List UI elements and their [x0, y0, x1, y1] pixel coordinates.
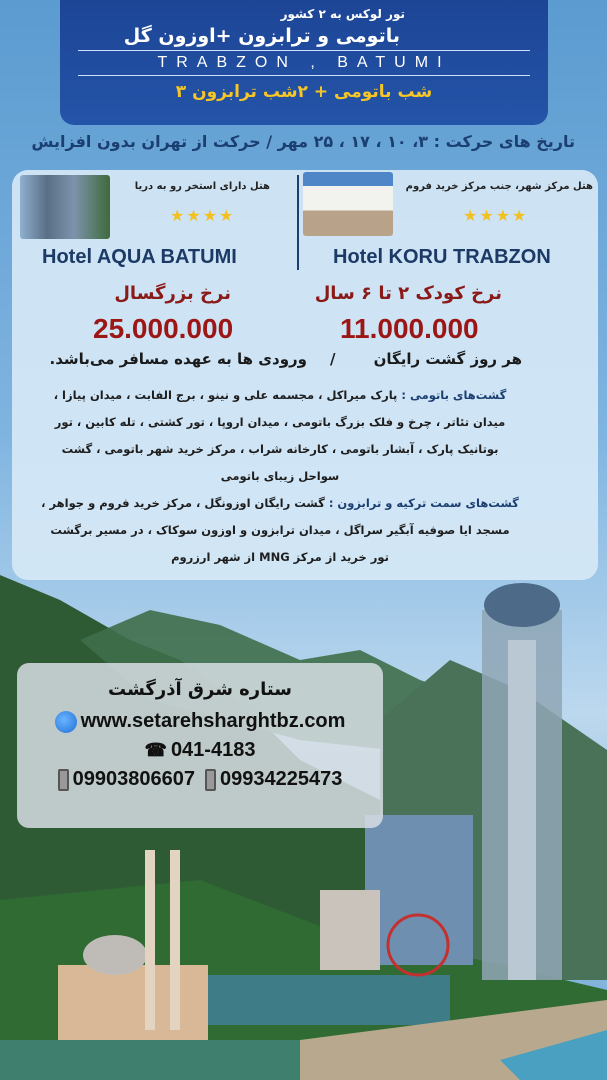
header-subtitle: تور لوکس به ۲ کشور: [280, 7, 405, 21]
entry-fee-note: ورودی ها به عهده مسافر می‌باشد.: [49, 350, 307, 368]
contact-box: [17, 663, 383, 828]
divider: [78, 50, 530, 51]
mobile-phone-icon: [58, 769, 69, 791]
phone-number[interactable]: 041-4183: [170, 739, 256, 761]
website-link[interactable]: www.setarehsharghtbz.com: [80, 710, 346, 732]
mobile-number-2[interactable]: 09934225473: [220, 768, 343, 790]
hotel-koru-image: [303, 172, 393, 236]
daily-tour-note: هر روز گشت رایگان: [373, 350, 522, 368]
agency-name: ستاره شرق آذرگشت: [108, 679, 292, 700]
adult-price: 25.000.000: [93, 313, 234, 344]
batumi-tours-text: پارک میراکل ، مجسمه علی و نینو ، برج الفابت ، میدان پیازا ، میدان تئاتر ، چرخ و فلک بزرگ باتومی ، میدان اروپا ، تور کشتی ، تله کابین ، تور بوتانیک پارک ، آبشار باتومی ، کارخانه شراب ، مرکز خرید شهر باتومی ، گشت سواحل زیبای باتومی: [53, 388, 506, 483]
hotel-aqua-name: Hotel AQUA BATUMI: [42, 246, 237, 268]
hotel-divider: [297, 175, 299, 270]
batumi-tours-label: گشت‌های باتومی :: [401, 388, 507, 402]
departure-dates: تاریخ های حرکت : ۳، ۱۰ ، ۱۷ ، ۲۵ مهر / حرکت از تهران بدون افزایش: [31, 132, 575, 151]
tour-header: [60, 0, 548, 125]
child-price: 11.000.000: [340, 313, 479, 344]
child-rate-label: نرخ کودک ۲ تا ۶ سال: [314, 283, 502, 304]
hotel-koru-description: هتل مرکز شهر، جنب مرکز خرید فروم: [405, 181, 593, 192]
divider: [78, 75, 530, 76]
hotel-aqua-stars: ★★★★: [170, 206, 236, 225]
adult-rate-label: نرخ بزرگسال: [114, 283, 231, 304]
trabzon-tours-text: گشت رایگان اوزونگل ، مرکز خرید فروم و جواهر ، مسجد ایا صوفیه آبگیر سراگل ، میدان ترابزون و اوزون سوکاک ، در مسیر برگشت تور خرید از مرکز MNG از شهر ارزروم: [41, 496, 510, 564]
mobile-phone-icon: [205, 769, 216, 791]
header-nights: ۳ شب باتومی + ۲شب ترابزون: [175, 82, 433, 102]
note-separator: /: [330, 350, 336, 368]
tour-itinerary: [40, 382, 520, 571]
hotel-koru-stars: ★★★★: [463, 206, 529, 225]
mobile-number-1[interactable]: 09903806607: [72, 768, 195, 790]
trabzon-tours-label: گشت‌های سمت ترکیه و ترابزون :: [328, 496, 519, 510]
globe-icon: [55, 711, 77, 733]
header-title: باتومی و ترابزون +اوزون گل: [123, 25, 400, 47]
hotel-aqua-image: [20, 175, 110, 239]
header-english: TRABZON , BATUMI: [157, 54, 451, 71]
hotel-aqua-description: هتل دارای استخر رو به دریا: [134, 181, 270, 192]
telephone-icon: ☎: [144, 740, 167, 760]
hotel-koru-name: Hotel KORU TRABZON: [333, 246, 551, 268]
